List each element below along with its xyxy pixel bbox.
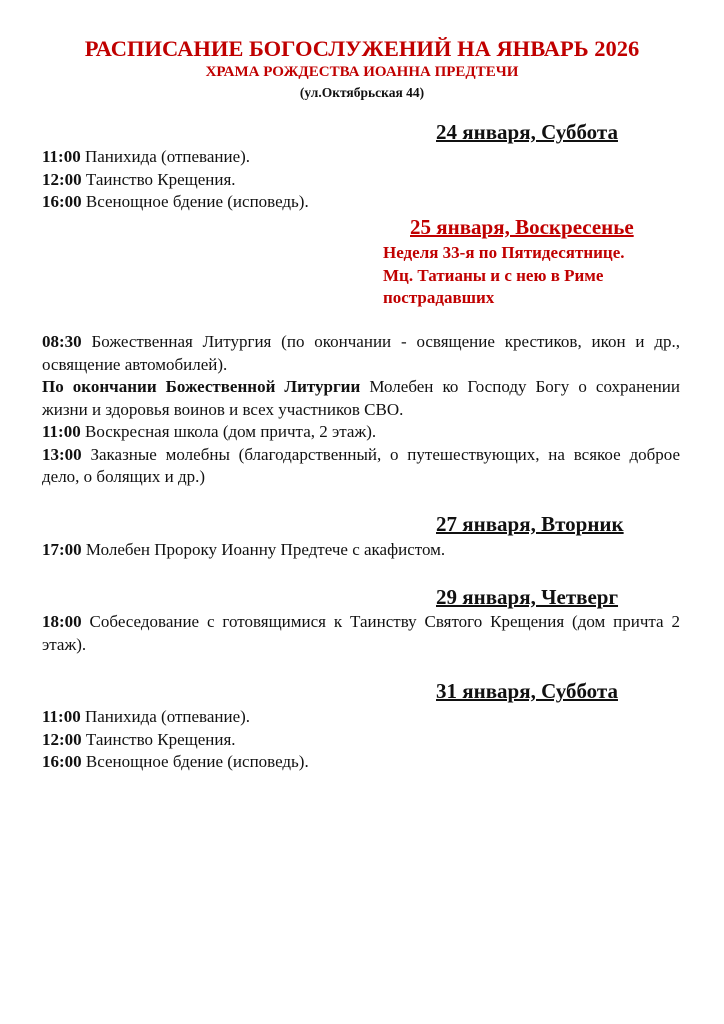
item-time: 12:00 <box>42 729 82 749</box>
item-text: Панихида (отпевание). <box>80 707 251 726</box>
schedule-item <box>42 611 680 656</box>
item-time: 16:00 <box>42 752 82 771</box>
item-text: Собеседование с готовящимися к Таинству Святого Крещения (дом причта 2 этаж). <box>42 612 680 654</box>
feast-note <box>383 242 683 310</box>
day-heading: 29 января, Четверг <box>436 585 619 609</box>
day-items <box>42 611 680 656</box>
item-time: 11:00 <box>42 707 81 726</box>
church-name: ХРАМА РОЖДЕСТВА ИОАННА ПРЕДТЕЧИ <box>205 64 519 80</box>
schedule-item <box>42 146 680 169</box>
page-title: РАСПИСАНИЕ БОГОСЛУЖЕНИЙ НА ЯНВАРЬ 2026 <box>84 36 640 61</box>
day-items <box>42 146 680 214</box>
item-text: Божественная Литургия (по окончании - освящение крестиков, икон и др., освящение автомобилей). <box>42 332 680 374</box>
day-items <box>42 706 680 774</box>
item-text: Молебен ко Господу Богу о сохранении жизни и здоровья воинов и всех участников СВО. <box>42 377 681 419</box>
schedule-item <box>42 191 680 214</box>
item-text: Всенощное бдение (исповедь). <box>81 192 309 211</box>
day-items <box>42 331 680 489</box>
schedule-item <box>42 444 680 489</box>
item-time: 12:00 <box>42 169 82 189</box>
item-text: Воскресная школа (дом причта, 2 этаж). <box>80 422 377 441</box>
schedule-item <box>42 169 680 192</box>
feast-note-line: Неделя 33-я по Пятидесятнице. <box>383 243 625 262</box>
schedule-item <box>42 376 680 421</box>
item-time: 16:00 <box>42 192 82 211</box>
item-text: Таинство Крещения. <box>81 169 236 189</box>
schedule-item <box>42 706 680 729</box>
item-time: По окончании Божественной Литургии <box>42 377 361 396</box>
item-text: Всенощное бдение (исповедь). <box>81 752 309 771</box>
item-time: 11:00 <box>42 147 81 166</box>
item-time: 18:00 <box>42 612 82 631</box>
schedule-item <box>42 751 680 774</box>
day-heading: 25 января, Воскресенье <box>410 215 634 239</box>
day-heading: 24 января, Суббота <box>436 120 618 144</box>
schedule-item <box>42 421 680 444</box>
item-text: Молебен Пророку Иоанну Предтече с акафистом. <box>81 540 446 559</box>
schedule-item <box>42 331 680 376</box>
feast-note-line: Мц. Татианы и с нею в Риме <box>383 265 604 285</box>
item-time: 08:30 <box>42 332 82 351</box>
item-time: 13:00 <box>42 444 82 464</box>
day-heading: 27 января, Вторник <box>436 512 624 536</box>
day-items <box>42 539 680 562</box>
feast-note-line: пострадавших <box>383 288 495 307</box>
schedule-item <box>42 729 680 752</box>
item-time: 17:00 <box>42 540 82 559</box>
church-address: (ул.Октябрьская 44) <box>299 85 425 100</box>
item-text: Заказные молебны (благодарственный, о путешествующих, на всякое доброе дело, о болящих и др.) <box>42 444 680 486</box>
schedule-item <box>42 539 680 562</box>
day-heading: 31 января, Суббота <box>436 679 618 703</box>
item-time: 11:00 <box>42 422 81 441</box>
item-text: Таинство Крещения. <box>81 729 236 749</box>
item-text: Панихида (отпевание). <box>80 147 251 166</box>
